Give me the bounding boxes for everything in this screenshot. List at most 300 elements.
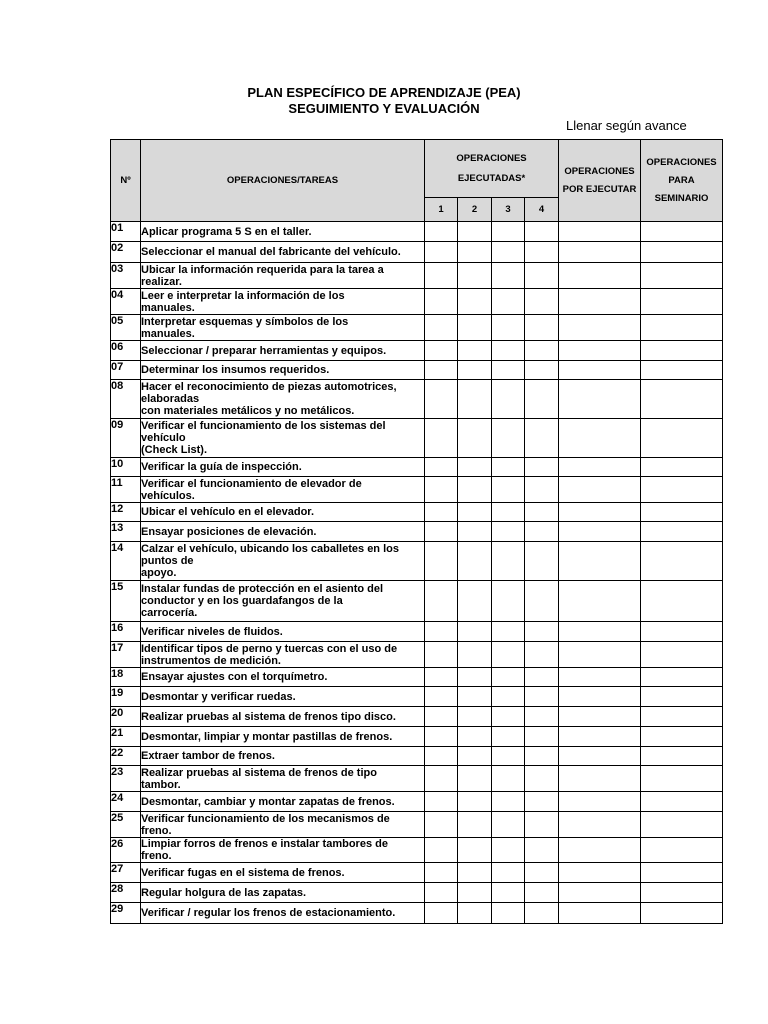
cell-executed-1[interactable] <box>425 581 458 622</box>
cell-executed-2[interactable] <box>458 622 492 642</box>
row-number: 12 <box>111 503 141 522</box>
cell-executed-4[interactable] <box>525 812 559 838</box>
table-row <box>111 477 723 503</box>
row-task-line: (Check List). <box>141 444 208 456</box>
cell-executed-1[interactable] <box>425 812 458 838</box>
row-task-line: Interpretar esquemas y símbolos de los <box>141 315 349 328</box>
cell-executed-1[interactable] <box>425 222 458 242</box>
row-task <box>141 477 425 503</box>
row-number: 04 <box>111 289 141 315</box>
row-task-line: Extraer tambor de frenos. <box>141 750 275 762</box>
row-task <box>141 458 425 477</box>
cell-executed-2[interactable] <box>458 242 492 263</box>
cell-executed-3[interactable] <box>492 903 525 924</box>
cell-pending[interactable] <box>559 522 641 542</box>
table-row <box>111 812 723 838</box>
cell-executed-2[interactable] <box>458 458 492 477</box>
cell-seminar[interactable] <box>641 883 723 903</box>
cell-seminar[interactable] <box>641 542 723 581</box>
cell-executed-4[interactable] <box>525 581 559 622</box>
cell-pending[interactable] <box>559 863 641 883</box>
row-task-line: Verificar / regular los frenos de estacionamiento. <box>141 907 396 919</box>
cell-executed-2[interactable] <box>458 766 492 792</box>
document-subtitle: SEGUIMIENTO Y EVALUACIÓN <box>288 101 480 116</box>
cell-executed-2[interactable] <box>458 863 492 883</box>
row-task-line: Realizar pruebas al sistema de frenos de tipo <box>141 766 377 779</box>
row-task-line: vehículos. <box>141 489 195 502</box>
row-number: 15 <box>111 581 141 622</box>
cell-executed-3[interactable] <box>492 581 525 622</box>
cell-executed-3[interactable] <box>492 863 525 883</box>
cell-pending[interactable] <box>559 727 641 747</box>
cell-executed-3[interactable] <box>492 747 525 766</box>
cell-executed-1[interactable] <box>425 792 458 812</box>
cell-executed-1[interactable] <box>425 838 458 863</box>
cell-pending[interactable] <box>559 668 641 687</box>
table-row <box>111 903 723 924</box>
cell-pending[interactable] <box>559 477 641 503</box>
cell-executed-2[interactable] <box>458 361 492 380</box>
cell-executed-2[interactable] <box>458 838 492 863</box>
row-number: 24 <box>111 792 141 812</box>
row-task <box>141 863 425 883</box>
header-executed <box>425 140 559 198</box>
cell-executed-3[interactable] <box>492 419 525 458</box>
cell-executed-2[interactable] <box>458 668 492 687</box>
row-task-line: Identificar tipos de perno y tuercas con el uso de <box>141 642 398 655</box>
row-task <box>141 522 425 542</box>
cell-executed-4[interactable] <box>525 542 559 581</box>
cell-executed-4[interactable] <box>525 668 559 687</box>
cell-executed-4[interactable] <box>525 838 559 863</box>
cell-executed-3[interactable] <box>492 458 525 477</box>
cell-executed-2[interactable] <box>458 747 492 766</box>
row-number: 07 <box>111 361 141 380</box>
row-task <box>141 747 425 766</box>
cell-pending[interactable] <box>559 687 641 707</box>
cell-executed-3[interactable] <box>492 289 525 315</box>
header-sub-2: 2 <box>458 198 492 222</box>
cell-executed-1[interactable] <box>425 263 458 289</box>
row-task <box>141 503 425 522</box>
cell-executed-2[interactable] <box>458 419 492 458</box>
row-task-line: Verificar el funcionamiento de los sistemas del <box>141 420 386 432</box>
cell-executed-1[interactable] <box>425 542 458 581</box>
row-task-line: vehículo <box>141 432 186 444</box>
row-task-line: puntos de <box>141 555 194 567</box>
cell-executed-2[interactable] <box>458 812 492 838</box>
cell-executed-4[interactable] <box>525 883 559 903</box>
row-task <box>141 289 425 315</box>
cell-executed-3[interactable] <box>492 242 525 263</box>
cell-executed-1[interactable] <box>425 315 458 341</box>
cell-pending[interactable] <box>559 766 641 792</box>
table-row <box>111 503 723 522</box>
header-number: Nº <box>111 140 141 222</box>
cell-executed-1[interactable] <box>425 863 458 883</box>
cell-executed-3[interactable] <box>492 883 525 903</box>
header-tasks: OPERACIONES/TAREAS <box>141 140 425 222</box>
cell-pending[interactable] <box>559 242 641 263</box>
cell-seminar[interactable] <box>641 380 723 419</box>
cell-pending[interactable] <box>559 622 641 642</box>
table-row <box>111 263 723 289</box>
cell-seminar[interactable] <box>641 222 723 242</box>
cell-executed-4[interactable] <box>525 242 559 263</box>
cell-pending[interactable] <box>559 903 641 924</box>
row-task <box>141 242 425 263</box>
row-number: 05 <box>111 315 141 341</box>
cell-executed-4[interactable] <box>525 263 559 289</box>
row-number: 20 <box>111 707 141 727</box>
row-task-line: Verificar funcionamiento de los mecanismos de <box>141 812 390 825</box>
cell-executed-4[interactable] <box>525 419 559 458</box>
cell-executed-2[interactable] <box>458 542 492 581</box>
row-task <box>141 622 425 642</box>
row-number: 10 <box>111 458 141 477</box>
document-title: PLAN ESPECÍFICO DE APRENDIZAJE (PEA) <box>247 85 521 100</box>
header-sub-4: 4 <box>525 198 559 222</box>
cell-seminar[interactable] <box>641 838 723 863</box>
table-row <box>111 883 723 903</box>
cell-executed-4[interactable] <box>525 727 559 747</box>
row-number: 06 <box>111 341 141 361</box>
cell-executed-1[interactable] <box>425 341 458 361</box>
cell-executed-3[interactable] <box>492 642 525 668</box>
cell-seminar[interactable] <box>641 263 723 289</box>
cell-executed-4[interactable] <box>525 766 559 792</box>
table-row <box>111 707 723 727</box>
row-number: 23 <box>111 766 141 792</box>
row-task <box>141 361 425 380</box>
row-task <box>141 838 425 863</box>
cell-seminar[interactable] <box>641 477 723 503</box>
row-task-line: Desmontar, cambiar y montar zapatas de frenos. <box>141 795 395 808</box>
row-task-line: con materiales metálicos y no metálicos. <box>141 405 355 417</box>
cell-pending[interactable] <box>559 419 641 458</box>
cell-executed-3[interactable] <box>492 263 525 289</box>
row-task-line: Verificar el funcionamiento de elevador de <box>141 477 362 490</box>
row-task-line: Calzar el vehículo, ubicando los caballetes en los <box>141 543 399 555</box>
cell-executed-2[interactable] <box>458 522 492 542</box>
row-number: 27 <box>111 863 141 883</box>
table-row <box>111 361 723 380</box>
row-number: 14 <box>111 542 141 581</box>
table-row <box>111 766 723 792</box>
row-task-line: Ubicar la información requerida para la tarea a <box>141 263 384 276</box>
row-task-line: Limpiar forros de frenos e instalar tambores de <box>141 838 388 850</box>
cell-seminar[interactable] <box>641 812 723 838</box>
cell-executed-4[interactable] <box>525 503 559 522</box>
row-task-line: Seleccionar / preparar herramientas y equipos. <box>141 344 387 357</box>
table-row <box>111 581 723 622</box>
cell-executed-3[interactable] <box>492 687 525 707</box>
cell-pending[interactable] <box>559 747 641 766</box>
table-row <box>111 727 723 747</box>
row-task <box>141 687 425 707</box>
cell-executed-2[interactable] <box>458 263 492 289</box>
row-task-line: manuales. <box>141 301 195 314</box>
row-number: 13 <box>111 522 141 542</box>
cell-executed-1[interactable] <box>425 727 458 747</box>
cell-executed-1[interactable] <box>425 380 458 419</box>
cell-executed-2[interactable] <box>458 581 492 622</box>
row-task <box>141 341 425 361</box>
cell-pending[interactable] <box>559 792 641 812</box>
cell-executed-4[interactable] <box>525 380 559 419</box>
cell-pending[interactable] <box>559 503 641 522</box>
cell-executed-3[interactable] <box>492 812 525 838</box>
table-row <box>111 687 723 707</box>
cell-executed-3[interactable] <box>492 707 525 727</box>
cell-executed-4[interactable] <box>525 477 559 503</box>
cell-executed-4[interactable] <box>525 792 559 812</box>
cell-executed-3[interactable] <box>492 727 525 747</box>
cell-seminar[interactable] <box>641 361 723 380</box>
cell-seminar[interactable] <box>641 687 723 707</box>
cell-executed-3[interactable] <box>492 477 525 503</box>
cell-pending[interactable] <box>559 838 641 863</box>
cell-seminar[interactable] <box>641 581 723 622</box>
cell-executed-1[interactable] <box>425 522 458 542</box>
cell-executed-3[interactable] <box>492 668 525 687</box>
cell-pending[interactable] <box>559 707 641 727</box>
cell-pending[interactable] <box>559 361 641 380</box>
table-row <box>111 289 723 315</box>
cell-pending[interactable] <box>559 263 641 289</box>
row-task-line: Instalar fundas de protección en el asiento del <box>141 583 384 595</box>
row-number: 01 <box>111 222 141 242</box>
header-sub-3: 3 <box>492 198 525 222</box>
row-number: 22 <box>111 747 141 766</box>
cell-executed-1[interactable] <box>425 766 458 792</box>
cell-executed-2[interactable] <box>458 503 492 522</box>
cell-executed-1[interactable] <box>425 668 458 687</box>
row-task-line: Hacer el reconocimiento de piezas automotrices, <box>141 381 397 393</box>
cell-seminar[interactable] <box>641 727 723 747</box>
row-number: 29 <box>111 903 141 924</box>
cell-executed-4[interactable] <box>525 222 559 242</box>
cell-executed-1[interactable] <box>425 503 458 522</box>
table-row <box>111 622 723 642</box>
row-task <box>141 792 425 812</box>
row-task <box>141 707 425 727</box>
cell-executed-4[interactable] <box>525 622 559 642</box>
cell-seminar[interactable] <box>641 341 723 361</box>
header-pending <box>559 140 641 222</box>
cell-executed-4[interactable] <box>525 315 559 341</box>
cell-executed-3[interactable] <box>492 622 525 642</box>
header-seminar-line3: SEMINARIO <box>654 192 709 204</box>
cell-pending[interactable] <box>559 458 641 477</box>
cell-executed-1[interactable] <box>425 903 458 924</box>
table-body <box>111 222 723 924</box>
row-task-line: Determinar los insumos requeridos. <box>141 364 330 376</box>
row-task <box>141 812 425 838</box>
row-task-line: tambor. <box>141 778 181 791</box>
evaluation-table <box>110 139 723 924</box>
cell-executed-3[interactable] <box>492 792 525 812</box>
cell-executed-1[interactable] <box>425 883 458 903</box>
cell-seminar[interactable] <box>641 503 723 522</box>
cell-executed-2[interactable] <box>458 477 492 503</box>
cell-pending[interactable] <box>559 642 641 668</box>
cell-executed-4[interactable] <box>525 458 559 477</box>
cell-seminar[interactable] <box>641 642 723 668</box>
row-number: 18 <box>111 668 141 687</box>
cell-executed-4[interactable] <box>525 747 559 766</box>
cell-seminar[interactable] <box>641 315 723 341</box>
cell-executed-4[interactable] <box>525 522 559 542</box>
cell-executed-3[interactable] <box>492 522 525 542</box>
cell-executed-3[interactable] <box>492 341 525 361</box>
cell-pending[interactable] <box>559 581 641 622</box>
cell-executed-2[interactable] <box>458 380 492 419</box>
cell-executed-1[interactable] <box>425 707 458 727</box>
cell-executed-1[interactable] <box>425 242 458 263</box>
row-task-line: freno. <box>141 850 172 862</box>
table-row <box>111 522 723 542</box>
row-task-line: carrocería. <box>141 607 198 619</box>
cell-executed-3[interactable] <box>492 542 525 581</box>
cell-executed-1[interactable] <box>425 458 458 477</box>
cell-executed-1[interactable] <box>425 289 458 315</box>
cell-executed-2[interactable] <box>458 903 492 924</box>
table-row <box>111 542 723 581</box>
row-task-line: conductor y en los guardafangos de la <box>141 595 343 607</box>
row-number: 03 <box>111 263 141 289</box>
cell-seminar[interactable] <box>641 863 723 883</box>
cell-seminar[interactable] <box>641 707 723 727</box>
row-task-line: Verificar fugas en el sistema de frenos. <box>141 866 345 879</box>
row-task-line: Regular holgura de las zapatas. <box>141 886 307 899</box>
table-row <box>111 792 723 812</box>
cell-executed-4[interactable] <box>525 687 559 707</box>
cell-executed-2[interactable] <box>458 792 492 812</box>
cell-pending[interactable] <box>559 812 641 838</box>
row-number: 25 <box>111 812 141 838</box>
row-task-line: manuales. <box>141 327 195 340</box>
cell-executed-2[interactable] <box>458 707 492 727</box>
cell-pending[interactable] <box>559 289 641 315</box>
cell-seminar[interactable] <box>641 766 723 792</box>
cell-pending[interactable] <box>559 380 641 419</box>
cell-seminar[interactable] <box>641 792 723 812</box>
cell-executed-3[interactable] <box>492 315 525 341</box>
row-number: 08 <box>111 380 141 419</box>
cell-executed-1[interactable] <box>425 419 458 458</box>
table-row <box>111 668 723 687</box>
cell-seminar[interactable] <box>641 458 723 477</box>
cell-executed-2[interactable] <box>458 642 492 668</box>
cell-executed-3[interactable] <box>492 380 525 419</box>
row-task-line: Aplicar programa 5 S en el taller. <box>141 225 312 238</box>
table-row <box>111 458 723 477</box>
row-task-line: Ensayar ajustes con el torquímetro. <box>141 671 328 683</box>
cell-executed-1[interactable] <box>425 687 458 707</box>
header-executed-line2: EJECUTADAS* <box>457 172 526 184</box>
table-row <box>111 242 723 263</box>
cell-executed-2[interactable] <box>458 289 492 315</box>
cell-executed-1[interactable] <box>425 622 458 642</box>
cell-pending[interactable] <box>559 341 641 361</box>
table-row <box>111 380 723 419</box>
header-executed-line1: OPERACIONES <box>456 152 527 164</box>
table-row <box>111 747 723 766</box>
cell-pending[interactable] <box>559 315 641 341</box>
cell-executed-4[interactable] <box>525 341 559 361</box>
row-number: 11 <box>111 477 141 503</box>
cell-executed-3[interactable] <box>492 838 525 863</box>
cell-executed-1[interactable] <box>425 361 458 380</box>
row-number: 28 <box>111 883 141 903</box>
row-number: 26 <box>111 838 141 863</box>
table-row <box>111 315 723 341</box>
cell-executed-3[interactable] <box>492 361 525 380</box>
row-task <box>141 668 425 687</box>
cell-seminar[interactable] <box>641 522 723 542</box>
row-task <box>141 222 425 242</box>
row-number: 09 <box>111 419 141 458</box>
cell-executed-2[interactable] <box>458 883 492 903</box>
row-task <box>141 263 425 289</box>
cell-executed-2[interactable] <box>458 687 492 707</box>
cell-executed-2[interactable] <box>458 222 492 242</box>
table-row <box>111 838 723 863</box>
row-number: 19 <box>111 687 141 707</box>
cell-seminar[interactable] <box>641 242 723 263</box>
table-row <box>111 419 723 458</box>
row-task <box>141 542 425 581</box>
cell-executed-4[interactable] <box>525 361 559 380</box>
cell-executed-1[interactable] <box>425 477 458 503</box>
cell-executed-2[interactable] <box>458 315 492 341</box>
table-row <box>111 863 723 883</box>
cell-executed-4[interactable] <box>525 903 559 924</box>
cell-seminar[interactable] <box>641 419 723 458</box>
cell-executed-1[interactable] <box>425 747 458 766</box>
cell-executed-2[interactable] <box>458 341 492 361</box>
cell-executed-2[interactable] <box>458 727 492 747</box>
cell-seminar[interactable] <box>641 903 723 924</box>
cell-seminar[interactable] <box>641 747 723 766</box>
cell-seminar[interactable] <box>641 289 723 315</box>
cell-executed-4[interactable] <box>525 707 559 727</box>
table-row <box>111 341 723 361</box>
cell-executed-4[interactable] <box>525 642 559 668</box>
header-seminar-line2: PARA <box>668 174 695 186</box>
cell-executed-3[interactable] <box>492 766 525 792</box>
row-task <box>141 380 425 419</box>
cell-pending[interactable] <box>559 222 641 242</box>
row-task-line: Verificar la guía de inspección. <box>141 461 302 473</box>
header-pending-line1: OPERACIONES <box>564 165 635 177</box>
cell-pending[interactable] <box>559 542 641 581</box>
cell-seminar[interactable] <box>641 622 723 642</box>
cell-pending[interactable] <box>559 883 641 903</box>
cell-executed-3[interactable] <box>492 222 525 242</box>
cell-seminar[interactable] <box>641 668 723 687</box>
cell-executed-4[interactable] <box>525 289 559 315</box>
row-task-line: instrumentos de medición. <box>141 654 281 667</box>
row-task <box>141 419 425 458</box>
row-task-line: Seleccionar el manual del fabricante del vehículo. <box>141 246 401 258</box>
cell-executed-1[interactable] <box>425 642 458 668</box>
row-task <box>141 903 425 924</box>
cell-executed-3[interactable] <box>492 503 525 522</box>
row-task-line: Realizar pruebas al sistema de frenos tipo disco. <box>141 710 396 723</box>
cell-executed-4[interactable] <box>525 863 559 883</box>
